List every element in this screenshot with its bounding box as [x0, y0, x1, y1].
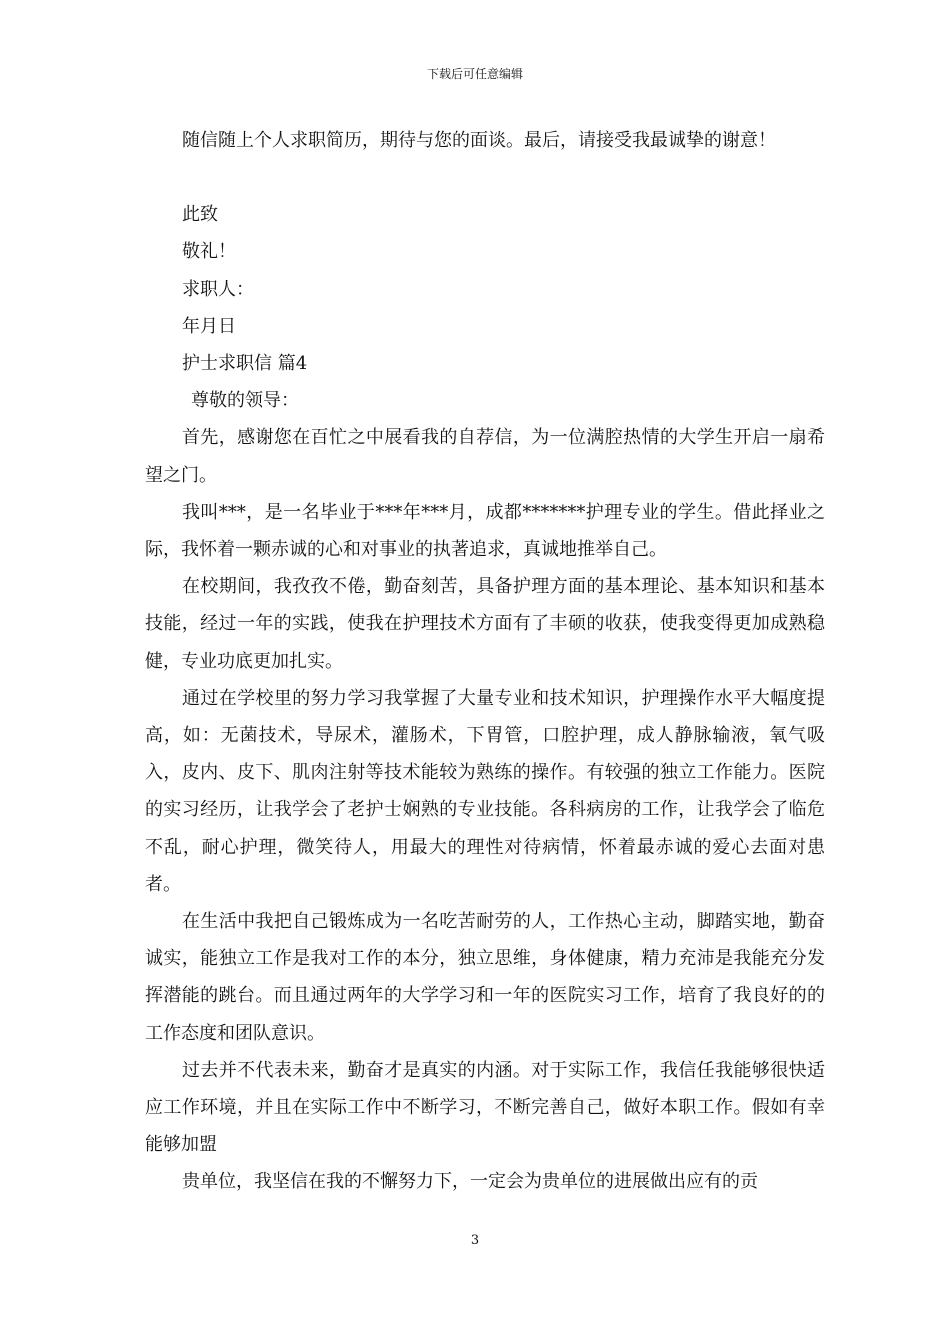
paragraph-school-period: 在校期间，我孜孜不倦，勤奋刻苦，具备护理方面的基本理论、基本知识和基本技能，经过一年的实践，使我在护理技术方面有了丰硕的收获，使我变得更加成熟稳健，专业功底更加扎实。: [145, 576, 825, 672]
closing-line-1: 此致: [182, 204, 218, 226]
paragraph-self-introduction: 我叫***，是一名毕业于***年***月，成都*******护理专业的学生。借此择业之际，我怀着一颗赤诚的心和对事业的执著追求，真诚地推举自己。: [145, 501, 825, 561]
salutation: 尊敬的领导：: [191, 390, 299, 412]
page-header: 下载后可任意编辑: [426, 67, 523, 81]
paragraph-skills: 通过在学校里的努力学习我掌握了大量专业和技术知识，护理操作水平大幅度提高，如：无菌技术，导尿术，灌肠术，下胃管，口腔护理，成人静脉输液，氧气吸入，皮内、皮下、肌肉注射等技术能较为熟练的操作。有较强的独立工作能力。医院的实习经历，让我学会了老护士娴熟的专业技能。各科病房的工作，让我学会了临危不乱，耐心护理，微笑待人，用最大的理性对待病情，怀着最赤诚的爱心去面对患者。: [145, 687, 825, 895]
signature-line: 求职人：: [182, 278, 254, 300]
date-line: 年月日: [182, 315, 236, 337]
paragraph-personality: 在生活中我把自己锻炼成为一名吃苦耐劳的人，工作热心主动，脚踏实地，勤奋诚实，能独立工作是我对工作的本分，独立思维，身体健康，精力充沛是我能充分发挥潜能的跳台。而且通过两年的大学学习和一年的医院实习工作，培育了我良好的的工作态度和团队意识。: [145, 911, 825, 1044]
section-title: 护士求职信 篇4: [182, 353, 308, 375]
paragraph-future: 过去并不代表未来，勤奋才是真实的内涵。对于实际工作，我信任我能够很快适应工作环境，并且在实际工作中不断学习，不断完善自己，做好本职工作。假如有幸能够加盟: [145, 1059, 825, 1156]
paragraph-introduction: 首先，感谢您在百忙之中展看我的自荐信，为一位满腔热情的大学生开启一扇希望之门。: [145, 427, 825, 486]
closing-line-2: 敬礼！: [182, 241, 236, 263]
document-body: [145, 122, 825, 1201]
blank-line: [145, 159, 825, 196]
paragraph-closing-remark: 随信随上个人求职简历，期待与您的面谈。最后，请接受我最诚挚的谢意！: [182, 130, 776, 151]
page-number: 3: [470, 1233, 480, 1248]
paragraph-commitment: 贵单位，我坚信在我的不懈努力下，一定会为贵单位的进展做出应有的贡: [182, 1171, 758, 1193]
